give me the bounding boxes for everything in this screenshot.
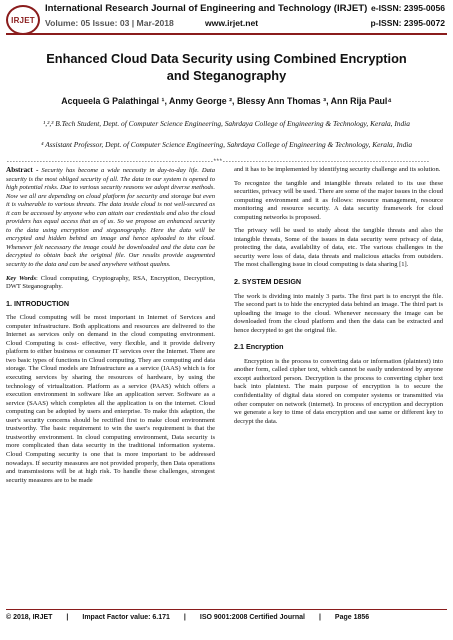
right-column xyxy=(234,166,443,431)
affiliation-professor: ⁴ Assistant Professor, Dept. of Computer Science Engineering, Sahrdaya College of Engineering & Technology, Kerala, India xyxy=(40,140,413,149)
abstract xyxy=(6,166,215,270)
footer-divider: | xyxy=(66,614,69,621)
left-column xyxy=(6,166,215,490)
footer-divider: | xyxy=(318,614,321,621)
e-issn: e-ISSN: 2395-0056 xyxy=(370,3,445,13)
header-rule xyxy=(6,33,447,35)
footer-impact-factor: Impact Factor value: 6.171 xyxy=(82,614,170,621)
volume-issue: Volume: 05 Issue: 03 | Mar-2018 xyxy=(45,18,174,28)
irjet-logo: IRJET xyxy=(6,5,40,35)
paper-title: Enhanced Cloud Data Security using Combined Encryption and Steganography xyxy=(46,51,407,83)
footer-rule xyxy=(6,609,447,610)
section-heading-introduction: 1. INTRODUCTION xyxy=(6,298,70,308)
journal-title: International Research Journal of Engineering and Technology (IRJET) xyxy=(45,3,368,14)
keywords-text: : Cloud computing, Cryptography, RSA, Encryption, Decryption, DWT Steganography. xyxy=(6,274,215,291)
keywords xyxy=(6,275,215,292)
footer-divider: | xyxy=(183,614,186,621)
encryption-paragraph: Encryption is the process to converting data or information (plaintext) into another form, called cipher text, which cannot be easily understood by anyone except authorized person. Decryption is the process to converting cipher text back into plaintext. The main purpose of encryption is to secure the confidentiality of digital data stored on computer systems or transmitted via other computer on network (internet). In process of encryption and decryption we generate a key to time of data encryption and use same or different key to decrypt the data. xyxy=(234,357,443,425)
abstract-text: Security has become a wide necessity in day-to-day life. Data security is the most obliged security of all. The data in our system is opened to high potential risks. Due to various security reasons we adopt diverse methods. Now we all are depending on cloud platform for security and storage but even it is vulnerable to various threats. The data inside cloud is not well-secured as it can be accessed by anyone who can attain our credentials and also the cloud providers has equal access that as of us. So we propose an enhanced security to the data using encryption and steganography. Here the data will be encrypted and hidden behind an image and hence uploaded to the cloud. Whenever felt necessary the image could be downloaded and the data can be decrypted to obtain back the original file. Our results provide augmented security to the data and can be used anywhere without qualms. xyxy=(6,167,216,269)
system-design-paragraph: The work is dividing into mainly 3 parts. The first part is to encrypt the file. The second part is to hide the encrypted data behind an image. The third part is uploading the image to the cloud. Whenever necessary the image can be downloaded from the cloud platform and then the data can be extracted and hence decrypted to get the original file. xyxy=(234,292,443,334)
affiliation-students: ¹,²,³ B.Tech Student, Dept. of Computer Science Engineering, Sahrdaya College of Engineering & Technology, Kerala, India xyxy=(43,119,410,128)
page-footer xyxy=(6,614,447,621)
section-heading-system-design: 2. SYSTEM DESIGN xyxy=(234,277,302,287)
journal-header xyxy=(0,0,453,40)
keywords-label: Key Words xyxy=(6,274,36,282)
footer-page-number: Page 1856 xyxy=(334,614,370,621)
journal-website[interactable]: www.irjet.net xyxy=(205,18,259,28)
privacy-paragraph: The privacy will be used to study about the tangible threats and also the intangible threats, Some of the issues in data security were privacy of data, protecting the data, availability of data, etc. The various challenges in the security were loss of data, data threats and malicious attacks from outsiders. The most challenging issue in cloud computing is data sharing [1]. xyxy=(234,227,443,269)
section-separator: ---------------------------------------------------------------------***--------------------------------------------------------------------- xyxy=(6,158,430,165)
introduction-paragraph: The Cloud computing will be most important in Internet of Services and computer infrastructure. Both applications and resources are delivered to the Internet as services only on demand in the cloud computing environment. Cloud Computing is cost- effective, very flexible, and it provide delivery platform to either business or consumer IT services over the Internet. There are two basic types of functions in Cloud computing. They are computing and data storage. The Cloud models are Infrastructure as a service (IAAS) which is for executing services by sharing the resources of hardware, by using the technology of virtualization. Platform as a service (PAAS) which offers a execution environment in software like an application server. Software as a service (SAAS) which completes all the application is on the internet. Cloud computing can be adopted by users and enterprise. To make this adaption, the user's security concerns should be rectified first to make cloud environment trustworthy. The basic requirement to win the user's requirement is that the trustworthy environment. In cloud computing environment, Data security is more complicated than data security in the traditional information systems. Cloud Computing security is one that is more important to be addressed nowadays. If security measures are not provided properly, then Data operations and transmissions will be at high risk. To handle these challenges, strongest security measures are to be made xyxy=(6,314,215,484)
p-issn: p-ISSN: 2395-0072 xyxy=(370,18,445,28)
threats-paragraph: To recognize the tangible and intangible threats related to its use these securities, privacy will be used. There are some of the major issues in the cloud computing environment and it as follows: resource management, resource monitoring and resource security. A data security framework for cloud computing networks is proposed. xyxy=(234,179,443,221)
intro-continuation-paragraph: and it has to be implemented by identifying security challenge and its solution. xyxy=(234,166,441,173)
footer-copyright: © 2018, IRJET xyxy=(6,614,53,621)
abstract-label: Abstract - xyxy=(6,166,39,174)
author-list: Acqueela G Palathingal ¹, Anmy George ², Blessy Ann Thomas ³, Ann Rija Paul⁴ xyxy=(61,96,392,106)
section-heading-encryption: 2.1 Encryption xyxy=(234,342,284,352)
footer-iso: ISO 9001:2008 Certified Journal xyxy=(199,614,305,621)
